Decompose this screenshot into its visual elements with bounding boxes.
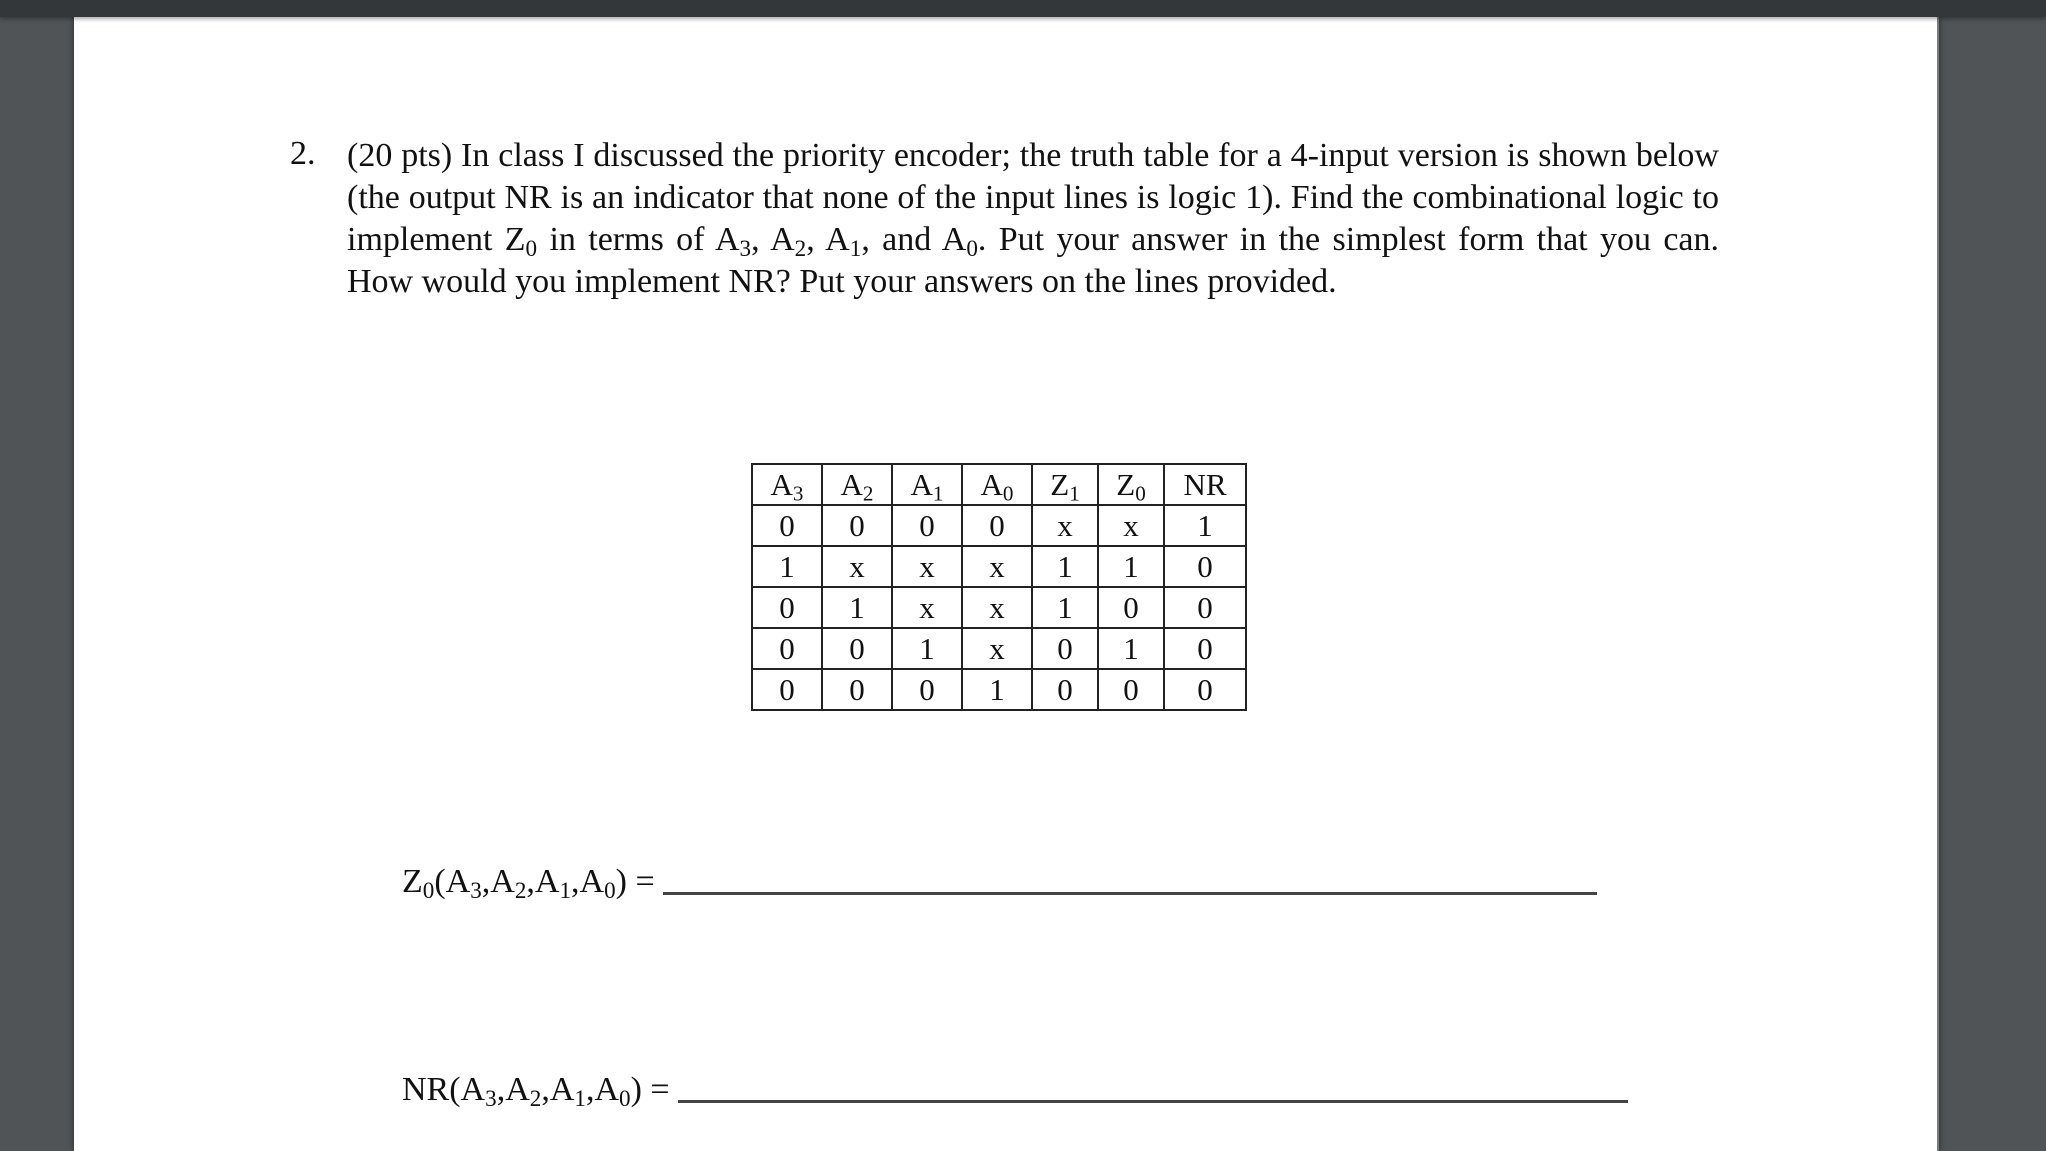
table-cell: 1 bbox=[1032, 546, 1098, 587]
column-header: $A_3$ bbox=[752, 464, 822, 505]
table-cell: 0 bbox=[1164, 587, 1246, 628]
table-cell: 0 bbox=[752, 587, 822, 628]
table-cell: 1 bbox=[892, 628, 962, 669]
nr-label: $NR(A_3,A_2,A_1,A_0)$ = bbox=[402, 1071, 670, 1112]
table-cell: 0 bbox=[752, 505, 822, 546]
table-cell: 0 bbox=[1164, 628, 1246, 669]
table-cell: 0 bbox=[752, 669, 822, 710]
question-text: (20 pts) In class I discussed the priority encoder; the truth table for a 4-input version is shown below (the output NR is an indicator that none of the input lines is logic 1). Find the combinational logic to implement $Z_0$ in terms of $A_3$, $A_2$, $A_1$, and $A_0$. Put your answer in the simplest form that you can. How would you implement NR? Put your answers on the lines provided. bbox=[347, 137, 1720, 300]
truth-table-header bbox=[752, 464, 1246, 505]
table-cell: 1 bbox=[822, 587, 892, 628]
table-cell: x bbox=[1032, 505, 1098, 546]
table-cell: 0 bbox=[822, 669, 892, 710]
column-header: $A_1$ bbox=[892, 464, 962, 505]
table-row bbox=[752, 546, 1246, 587]
table-row bbox=[752, 628, 1246, 669]
z0-answer bbox=[402, 863, 1597, 904]
table-cell: 0 bbox=[1098, 587, 1164, 628]
viewer-toolbar bbox=[0, 0, 2046, 17]
table-cell: 0 bbox=[822, 628, 892, 669]
table-cell: 1 bbox=[1098, 546, 1164, 587]
table-row bbox=[752, 669, 1246, 710]
table-cell: 0 bbox=[822, 505, 892, 546]
table-cell: 0 bbox=[1164, 669, 1246, 710]
table-cell: x bbox=[1098, 505, 1164, 546]
table-cell: 1 bbox=[752, 546, 822, 587]
table-cell: 0 bbox=[962, 505, 1032, 546]
table-cell: 1 bbox=[1164, 505, 1246, 546]
z0-label: $Z_0(A_3,A_2,A_1,A_0)$ = bbox=[402, 863, 655, 904]
table-row bbox=[752, 587, 1246, 628]
table-cell: 1 bbox=[1098, 628, 1164, 669]
table-cell: x bbox=[892, 587, 962, 628]
table-cell: 0 bbox=[892, 505, 962, 546]
column-header: $A_0$ bbox=[962, 464, 1032, 505]
table-cell: 0 bbox=[1164, 546, 1246, 587]
nr-answer bbox=[402, 1071, 1628, 1112]
table-cell: 0 bbox=[752, 628, 822, 669]
column-header: $Z_0$ bbox=[1098, 464, 1164, 505]
column-header: $A_2$ bbox=[822, 464, 892, 505]
column-header: NR bbox=[1164, 464, 1246, 505]
table-row bbox=[752, 505, 1246, 546]
table-cell: x bbox=[962, 587, 1032, 628]
table-cell: 0 bbox=[1032, 669, 1098, 710]
table-cell: 0 bbox=[1098, 669, 1164, 710]
table-cell: x bbox=[962, 628, 1032, 669]
truth-table bbox=[751, 463, 1247, 711]
table-cell: x bbox=[822, 546, 892, 587]
table-cell: 1 bbox=[1032, 587, 1098, 628]
table-cell: 0 bbox=[892, 669, 962, 710]
column-header: $Z_1$ bbox=[1032, 464, 1098, 505]
table-cell: x bbox=[892, 546, 962, 587]
question-number: 2. bbox=[290, 135, 316, 172]
z0-answer-line[interactable] bbox=[663, 890, 1597, 895]
nr-answer-line[interactable] bbox=[678, 1098, 1628, 1103]
table-cell: 1 bbox=[962, 669, 1032, 710]
table-cell: x bbox=[962, 546, 1032, 587]
document-page bbox=[74, 17, 1939, 1151]
table-cell: 0 bbox=[1032, 628, 1098, 669]
